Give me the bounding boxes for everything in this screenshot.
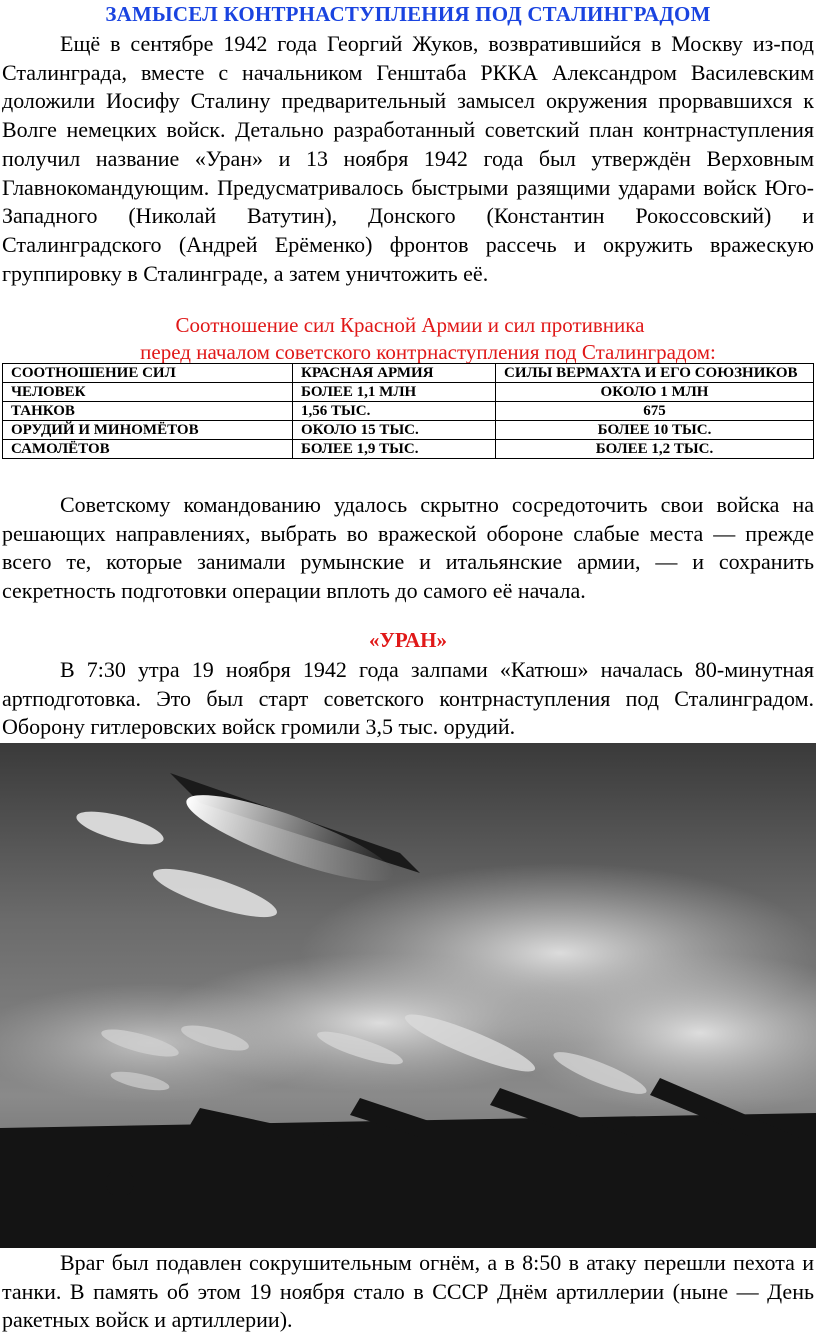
table-cell: БОЛЕЕ 1,9 ТЫС. (293, 440, 496, 459)
closing-paragraph: Враг был подавлен сокрушительным огнём, а в 8:50 в атаку перешли пехота и танки. В память об этом 19 ноября стало в СССР Днём артиллерии (ныне — День ракетных войск и артиллерии). (2, 1250, 814, 1333)
intro-paragraph: Ещё в сентябре 1942 года Георгий Жуков, возвратившийся в Москву из-под Сталинграда, вместе с начальником Генштаба РККА Александром Василевским доложили Иосифу Сталину предварительный замысел окружения прорвавшихся к Волге немецких войск. Детально разработанный советский план контрнаступления получил название «Уран» и 13 ноября 1942 года был утверждён Верховным Главнокомандующим. Предусматривалось быстрыми разящими ударами войск Юго-Западного (Николай Ватутин), Донского (Константин Рокоссовский) и Сталинградского (Андрей Ерёменко) фронтов рассечь и окружить вражескую группировку в Сталинграде, а затем уничтожить её. (2, 31, 814, 286)
table-cell: ОКОЛО 15 ТЫС. (293, 421, 496, 440)
artillery-paragraph: В 7:30 утра 19 ноября 1942 года залпами «Катюш» началась 80-минутная артподготовка. Это был старт советского контрнаступления под Сталинградом. Оборону гитлеровских войск громили 3,5 тыс. орудий. (2, 657, 814, 740)
document-title: ЗАМЫСЕЛ КОНТРНАСТУПЛЕНИЯ ПОД СТАЛИНГРАДОМ (105, 2, 711, 26)
table-cell: САМОЛЁТОВ (3, 440, 293, 459)
table-header-cell: КРАСНАЯ АРМИЯ (293, 364, 496, 383)
table-cell: 675 (496, 402, 814, 421)
table-caption-line-2: перед началом советского контрнаступления под Сталинградом: (140, 340, 716, 364)
table-row (3, 421, 814, 440)
table-header-row (3, 364, 814, 383)
table-cell: ОКОЛО 1 МЛН (496, 383, 814, 402)
katyusha-salvo-photo (0, 743, 816, 1248)
table-cell: ТАНКОВ (3, 402, 293, 421)
section-title-uran: «УРАН» (368, 628, 448, 652)
table-cell: ОРУДИЙ И МИНОМЁТОВ (3, 421, 293, 440)
forces-table (2, 363, 814, 459)
table-cell: БОЛЕЕ 10 ТЫС. (496, 421, 814, 440)
table-cell: 1,56 ТЫС. (293, 402, 496, 421)
table-row (3, 440, 814, 459)
table-caption-line-1: Соотношение сил Красной Армии и сил противника (175, 313, 645, 337)
table-cell: БОЛЕЕ 1,2 ТЫС. (496, 440, 814, 459)
concealment-paragraph: Советскому командованию удалось скрытно сосредоточить свои войска на решающих направлениях, выбрать во вражеской обороне слабые места — прежде всего те, которые занимали румынские и итальянские армии, — и сохранить секретность подготовки операции вплоть до самого её начала. (2, 492, 814, 604)
table-cell: ЧЕЛОВЕК (3, 383, 293, 402)
table-header-cell: СООТНОШЕНИЕ СИЛ (3, 364, 293, 383)
table-cell: БОЛЕЕ 1,1 МЛН (293, 383, 496, 402)
table-row (3, 402, 814, 421)
table-header-cell: СИЛЫ ВЕРМАХТА И ЕГО СОЮЗНИКОВ (496, 364, 814, 383)
table-row (3, 383, 814, 402)
